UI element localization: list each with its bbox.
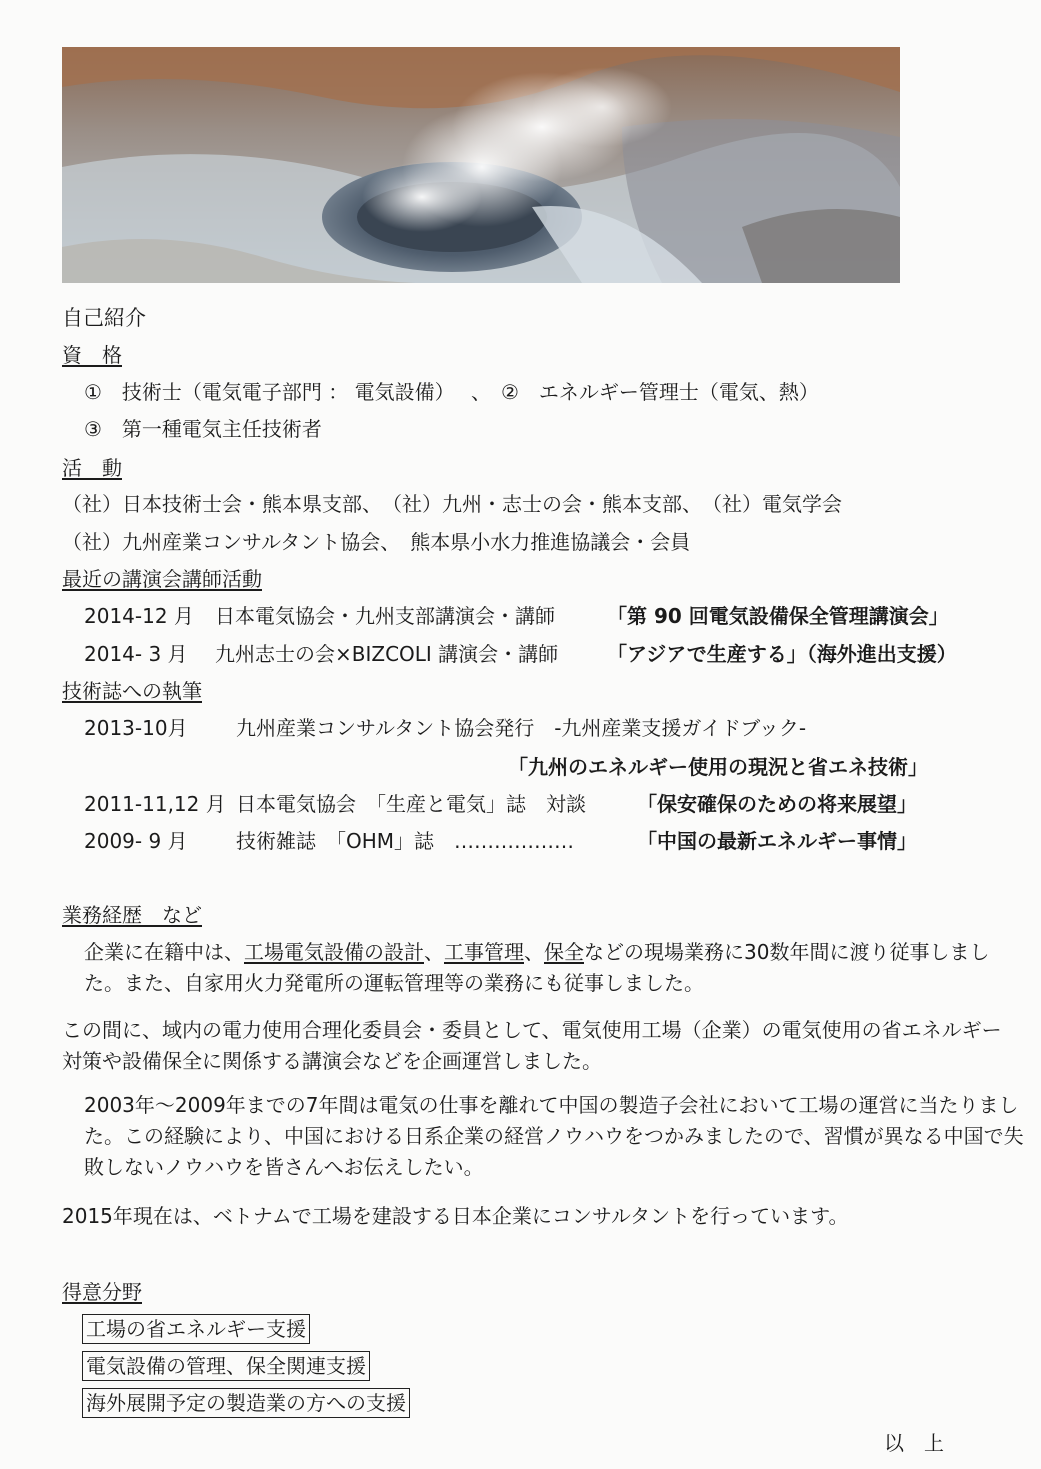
career-paragraph-2: この間に、域内の電力使用合理化委員会・委員として、電気使用工場（企業）の電気使用の省エネルギー対策や設備保全に関係する講演会などを企画運営しました。 [62,1018,1002,1073]
qualifications-line-2: ③ 第一種電気主任技術者 [84,417,322,441]
writings-heading: 技術誌への執筆 [62,679,202,703]
lecture-title: 「第 90 回電気設備保全管理講演会」 [607,604,949,628]
lecture-desc: 日本電気協会・九州支部講演会・講師 [215,604,555,628]
lecture-date: 2014- 3 月 [84,642,188,666]
qualifications-heading: 資 格 [62,343,122,367]
writing-desc: 日本電気協会 「生産と電気」誌 対談 [236,792,586,816]
activities-heading: 活 動 [62,456,122,480]
career-paragraph-4: 2015年現在は、ベトナムで工場を建設する日本企業にコンサルタントを行っています。 [62,1204,849,1228]
writing-date: 2009- 9 月 [84,829,188,853]
writing-title: 「九州のエネルギー使用の現況と省エネ技術」 [508,755,928,779]
writing-desc: 技術雑誌 「OHM」誌 ……………… [236,829,575,853]
lecture-title: 「アジアで生産する」（海外進出支援） [607,642,957,666]
qualifications-line-1: ① 技術士（電気電子部門 ： 電気設備） 、 ② エネルギー管理士（電気、熱） [84,380,819,404]
specialty-item: 海外展開予定の製造業の方への支援 [82,1388,410,1418]
writing-desc: 九州産業コンサルタント協会発行 -九州産業支援ガイドブック- [236,716,807,740]
writing-date: 2011-11,12 月 [84,792,226,816]
lecture-date: 2014-12 月 [84,604,194,628]
specialty-item: 電気設備の管理、保全関連支援 [82,1351,370,1381]
lecture-desc: 九州志士の会×BIZCOLI 講演会・講師 [215,642,559,666]
specialty-item: 工場の省エネルギー支援 [82,1314,310,1344]
writing-title: 「中国の最新エネルギー事情」 [637,829,917,853]
career-heading: 業務経歴 など [62,903,202,927]
activities-line-1: （社）日本技術士会・熊本県支部、 （社）九州・志士の会・熊本支部、 （社）電気学会 [62,492,842,516]
writing-date: 2013-10月 [84,716,188,740]
header-photo [62,47,900,283]
intro-title: 自己紹介 [62,306,146,330]
career-paragraph-3: 2003年～2009年までの7年間は電気の仕事を離れて中国の製造子会社において工場の運営に当たりました。この経験により、中国における日系企業の経営ノウハウをつかみましたので、習慣が異なる中国で失敗しないノウハウを皆さんへお伝えしたい。 [84,1093,1024,1179]
specialties-heading: 得意分野 [62,1280,142,1304]
closing-mark: 以 上 [884,1431,944,1455]
career-paragraph-1: 企業に在籍中は、工場電気設備の設計、工事管理、保全などの現場業務に30数年間に渡り従事しました。また、自家用火力発電所の運転管理等の業務にも従事しました。 [84,940,990,995]
writing-title: 「保安確保のための将来展望」 [637,792,917,816]
lectures-heading: 最近の講演会講師活動 [62,567,262,591]
activities-line-2: （社）九州産業コンサルタント協会、 熊本県小水力推進協議会・会員 [62,530,691,554]
